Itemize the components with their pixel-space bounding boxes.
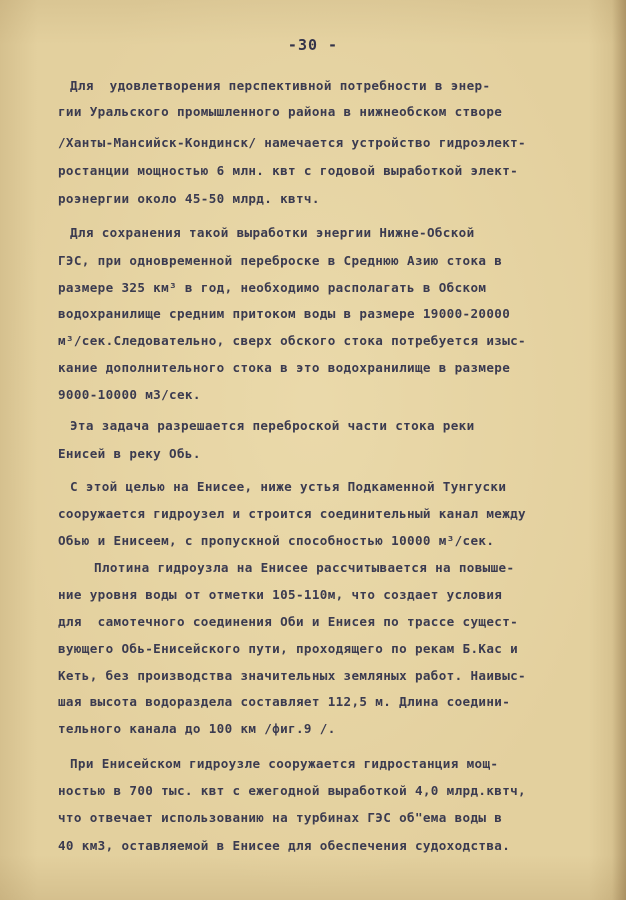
text-line: Плотина гидроузла на Енисее рассчитывается на повыше- xyxy=(94,560,515,575)
text-line: Эта задача разрешается переброской части стока реки xyxy=(70,418,475,433)
text-line: для самотечного соединения Оби и Енисея по трассе сущест- xyxy=(58,614,519,629)
text-line: водохранилище средним притоком воды в размере 19000-20000 xyxy=(58,306,511,321)
text-line: При Енисейском гидроузле сооружается гидростанция мощ- xyxy=(70,756,499,771)
text-line: Для удовлетворения перспективной потребности в энер- xyxy=(70,78,491,93)
text-line: ние уровня воды от отметки 105-110м, что создает условия xyxy=(58,587,503,602)
text-line: роэнергии около 45-50 млрд. квтч. xyxy=(58,191,320,206)
text-line: Енисей в реку Обь. xyxy=(58,446,201,461)
text-line: м³/сек.Следовательно, сверх обского стока потребуется изыс- xyxy=(58,333,526,348)
text-line: что отвечает использованию на турбинах ГЭС об"ема воды в xyxy=(58,810,503,825)
text-line: Кеть, без производства значительных земляных работ. Наивыс- xyxy=(58,668,526,683)
text-line: вующего Обь-Енисейского пути, проходящего по рекам Б.Кас и xyxy=(58,641,519,656)
text-line: кание дополнительного стока в это водохранилище в размере xyxy=(58,360,511,375)
text-line: ностью в 700 тыс. квт с ежегодной выработкой 4,0 млрд.квтч, xyxy=(58,783,526,798)
text-line: ростанции мощностью 6 млн. квт с годовой выработкой элект- xyxy=(58,163,519,178)
text-line: 9000-10000 м3/сек. xyxy=(58,387,201,402)
page-edge-shadow xyxy=(612,0,626,900)
page-number: -30 - xyxy=(287,36,339,54)
text-line: гии Уральского промышленного района в нижнеобском створе xyxy=(58,104,503,119)
text-line: 40 км3, оставляемой в Енисее для обеспечения судоходства. xyxy=(58,838,511,853)
text-line: размере 325 км³ в год, необходимо располагать в Обском xyxy=(58,280,487,295)
text-line: ГЭС, при одновременной переброске в Среднюю Азию стока в xyxy=(58,253,503,268)
text-line: Для сохранения такой выработки энергии Нижне-Обской xyxy=(70,225,475,240)
text-line: тельного канала до 100 км /фиг.9 /. xyxy=(58,721,336,736)
text-line: /Ханты-Мансийск-Кондинск/ намечается устройство гидроэлект- xyxy=(58,135,526,150)
text-line: шая высота водораздела составляет 112,5 м. Длина соедини- xyxy=(58,694,511,709)
text-line: сооружается гидроузел и строится соединительный канал между xyxy=(58,506,526,521)
text-line: С этой целью на Енисее, ниже устья Подкаменной Тунгуски xyxy=(70,479,507,494)
text-line: Обью и Енисеем, с пропускной способностью 10000 м³/сек. xyxy=(58,533,495,548)
